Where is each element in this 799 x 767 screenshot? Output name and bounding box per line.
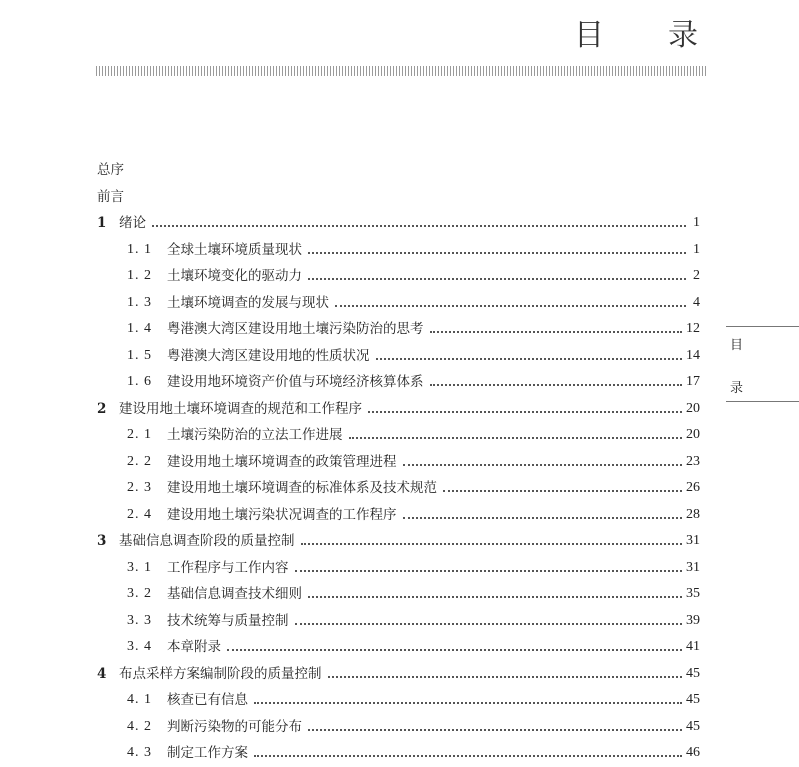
page-title [540,14,710,58]
toc-entry-title: 工作程序与工作内容 [167,559,289,576]
toc-entry-number: 4. 2 [127,718,152,734]
toc-entry-title: 土壤环境变化的驱动力 [167,268,302,284]
toc-dot-leader [252,740,686,767]
toc-entry-page: 23 [686,453,700,469]
side-tab-char: 目 [730,338,744,353]
toc-entry-page: 1 [693,241,700,257]
toc-dot-leader [306,581,686,608]
toc-entry-page: 20 [686,427,700,442]
toc-entry-number: 2. 4 [127,506,152,522]
toc-dot-leader [252,687,686,714]
toc-entry-title: 核查已有信息 [167,692,248,708]
toc-entry-page: 26 [686,480,700,495]
toc-dot-leader [441,475,686,502]
toc-entry-title: 本章附录 [167,639,221,655]
header-hatch-divider [96,66,708,76]
toc-chapter-entry[interactable] [97,661,700,688]
toc-section-entry[interactable] [97,263,700,290]
toc-dot-leader [306,714,686,741]
toc-front-title: 总序 [97,162,124,178]
toc-entry-title: 土壤环境调查的发展与现状 [167,294,329,311]
page-title-char: 录 [668,18,698,53]
toc-entry-page: 12 [686,321,700,336]
toc-entry-title: 技术统筹与质量控制 [167,612,289,629]
side-tab [726,326,799,402]
toc-entry-title: 建设用地环境资产价值与环境经济核算体系 [167,374,424,390]
toc-entry-page: 35 [686,586,700,601]
toc-entry-number: 4 [97,665,107,682]
toc-section-entry[interactable] [97,369,700,396]
toc-entry-number: 2. 3 [127,480,152,495]
toc-dot-leader [150,210,690,237]
toc-section-entry[interactable] [97,714,700,741]
toc-section-entry[interactable] [97,290,700,317]
toc-dot-leader [401,449,687,476]
toc-section-entry[interactable] [97,581,700,608]
toc-section-entry[interactable] [97,449,700,476]
toc-entry-number: 1. 2 [127,268,152,283]
toc-entry-page: 41 [686,639,700,654]
toc-entry-page: 1 [693,215,700,230]
toc-dot-leader [366,396,686,423]
toc-dot-leader [306,237,690,264]
toc-entry-page: 46 [686,745,700,760]
toc-section-entry[interactable] [97,555,700,582]
toc-dot-leader [374,343,687,370]
toc-entry-page: 2 [693,268,700,283]
toc-dot-leader [333,290,690,317]
side-tab-char: 录 [730,381,744,396]
toc-section-entry[interactable] [97,740,700,767]
toc-entry-number: 4. 3 [127,745,152,760]
toc-entry-number: 3 [97,533,107,549]
toc-section-entry[interactable] [97,343,700,370]
toc-section-entry[interactable] [97,687,700,714]
toc-dot-leader [299,528,687,555]
toc-entry-title: 粤港澳大湾区建设用地的性质状况 [167,347,370,364]
toc-entry-page: 17 [686,374,700,389]
toc-front-title: 前言 [97,188,124,205]
toc-entry-number: 2. 2 [127,453,152,469]
toc-entry-page: 45 [686,718,700,734]
toc-front-item [97,157,700,184]
toc-dot-leader [428,369,687,396]
toc-section-entry[interactable] [97,316,700,343]
toc-section-entry[interactable] [97,608,700,635]
toc-entry-title: 绪论 [119,215,146,231]
toc-entry-page: 31 [686,533,700,548]
toc-chapter-entry[interactable] [97,528,700,555]
toc-entry-title: 基础信息调查技术细则 [167,586,302,602]
toc-entry-number: 1. 5 [127,347,152,363]
table-of-contents [97,157,700,767]
toc-entry-number: 3. 3 [127,612,152,628]
toc-entry-number: 4. 1 [127,692,152,707]
toc-entry-page: 45 [686,692,700,707]
toc-entry-title: 判断污染物的可能分布 [167,718,302,735]
toc-entry-number: 1. 4 [127,321,152,336]
toc-front-item [97,184,700,211]
toc-entry-number: 1. 6 [127,374,152,389]
toc-entry-number: 3. 2 [127,586,152,601]
toc-section-entry[interactable] [97,634,700,661]
toc-dot-leader [347,422,687,449]
toc-entry-page: 14 [686,347,700,363]
toc-section-entry[interactable] [97,475,700,502]
toc-dot-leader [225,634,686,661]
toc-entry-number: 3. 1 [127,559,152,575]
toc-entry-title: 建设用地土壤环境调查的规范和工作程序 [119,400,362,417]
toc-entry-number: 2. 1 [127,427,152,442]
toc-dot-leader [401,502,687,529]
toc-entry-title: 基础信息调查阶段的质量控制 [119,533,295,549]
toc-entry-page: 20 [686,400,700,416]
toc-entry-page: 39 [686,612,700,628]
toc-dot-leader [293,555,687,582]
toc-section-entry[interactable] [97,237,700,264]
toc-dot-leader [326,661,687,688]
toc-entry-page: 28 [686,506,700,522]
toc-entry-number: 1 [97,215,107,231]
toc-dot-leader [293,608,687,635]
toc-entry-page: 4 [693,294,700,310]
toc-entry-title: 土壤污染防治的立法工作进展 [167,427,343,443]
toc-entry-page: 31 [686,559,700,575]
toc-entry-title: 建设用地土壤环境调查的标准体系及技术规范 [167,480,437,496]
toc-chapter-entry[interactable] [97,396,700,423]
toc-entry-number: 3. 4 [127,639,152,654]
toc-entry-page: 45 [686,665,700,681]
toc-section-entry[interactable] [97,502,700,529]
toc-entry-title: 制定工作方案 [167,745,248,761]
page-title-char: 目 [574,18,604,53]
toc-entry-title: 建设用地土壤环境调查的政策管理进程 [167,453,397,470]
toc-entry-number: 1. 1 [127,241,152,257]
toc-section-entry[interactable] [97,422,700,449]
toc-entry-title: 布点采样方案编制阶段的质量控制 [119,665,322,682]
toc-entry-number: 2 [97,400,107,417]
toc-dot-leader [306,263,690,290]
toc-dot-leader [428,316,687,343]
toc-entry-title: 粤港澳大湾区建设用地土壤污染防治的思考 [167,321,424,337]
toc-entry-title: 全球土壤环境质量现状 [167,241,302,258]
toc-entry-title: 建设用地土壤污染状况调查的工作程序 [167,506,397,523]
toc-entry-number: 1. 3 [127,294,152,310]
toc-chapter-entry[interactable] [97,210,700,237]
